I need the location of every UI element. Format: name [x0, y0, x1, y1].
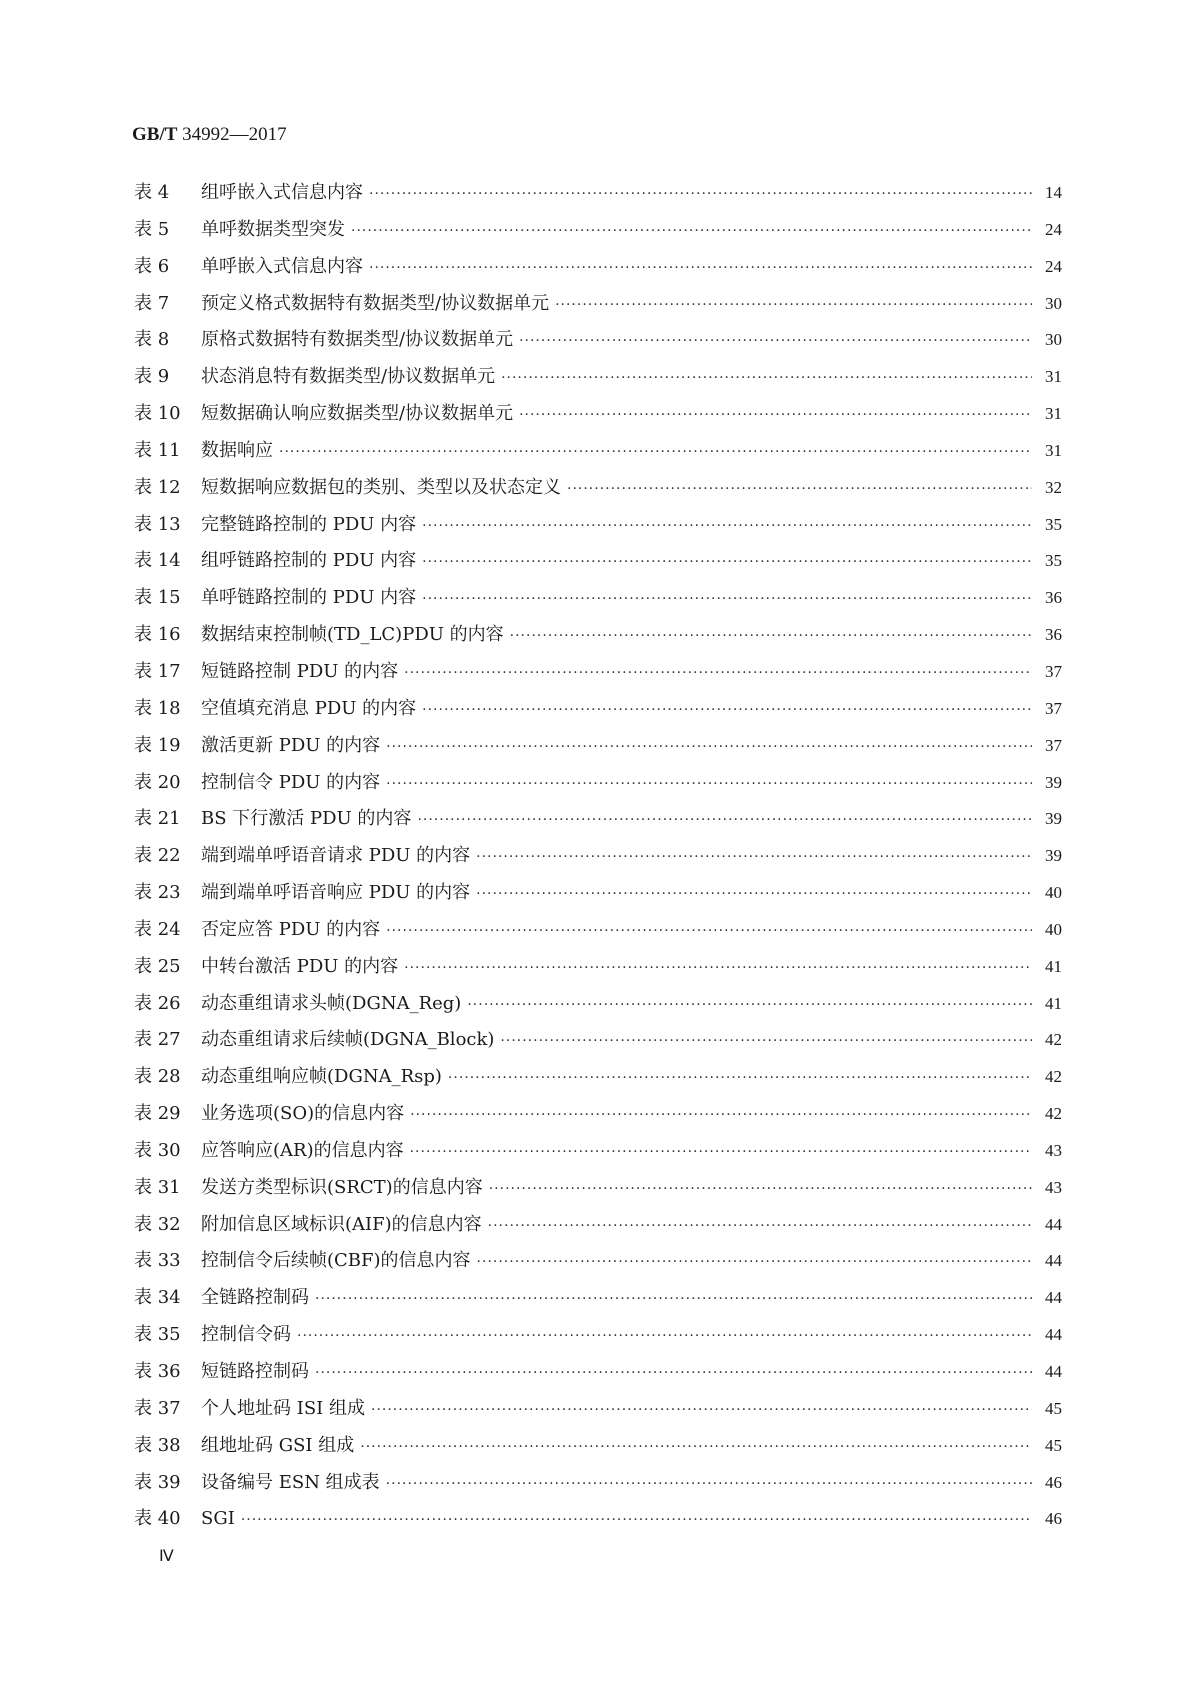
standard-number: 34992—2017: [177, 124, 287, 145]
toc-entry-page: 42: [1045, 1067, 1062, 1087]
toc-entry-label: 表 40: [134, 1508, 181, 1530]
toc-entry[interactable]: [134, 1025, 1062, 1062]
toc-entry-label: 表 35: [134, 1324, 181, 1346]
toc-entry-label: 表 24: [134, 918, 181, 940]
toc-entry-title: 单呼数据类型突发: [201, 218, 345, 240]
table-of-contents: [134, 178, 1062, 1541]
toc-entry-title: 数据响应: [201, 439, 273, 461]
toc-entry-label: 表 36: [134, 1361, 181, 1382]
toc-entry[interactable]: [134, 1283, 1062, 1320]
toc-entry-title: 空值填充消息 PDU 的内容: [201, 697, 417, 719]
toc-entry-title: 激活更新 PDU 的内容: [201, 734, 381, 756]
toc-entry-title: 单呼嵌入式信息内容: [201, 255, 363, 277]
toc-entry-label: 表 7: [134, 292, 170, 314]
toc-entry-label: 表 25: [134, 955, 181, 977]
toc-entry-title: 数据结束控制帧(TD_LC)PDU 的内容: [201, 624, 504, 646]
toc-entry[interactable]: [134, 768, 1062, 805]
toc-entry[interactable]: [134, 804, 1062, 841]
standard-prefix: GB/T: [132, 124, 178, 145]
dot-leader: [279, 444, 1032, 466]
dot-leader: [519, 407, 1032, 429]
toc-entry[interactable]: [134, 436, 1062, 473]
toc-entry-label: 表 5: [134, 218, 170, 240]
dot-leader: [519, 333, 1032, 355]
toc-entry-title: 个人地址码 ISI 组成: [201, 1397, 365, 1419]
toc-entry[interactable]: [134, 989, 1062, 1026]
toc-entry-label: 表 12: [134, 476, 181, 498]
toc-entry-title: 组呼嵌入式信息内容: [201, 182, 363, 203]
toc-entry-title: 控制信令 PDU 的内容: [201, 771, 381, 793]
toc-entry-page: 39: [1045, 846, 1062, 866]
toc-entry-label: 表 31: [134, 1176, 181, 1198]
toc-entry-title: 预定义格式数据特有数据类型/协议数据单元: [201, 292, 550, 314]
dot-leader: [477, 1254, 1032, 1276]
toc-entry[interactable]: [134, 620, 1062, 657]
dot-leader: [422, 518, 1032, 540]
toc-entry-title: 动态重组请求后续帧(DGNA_Block): [201, 1029, 495, 1051]
toc-entry-label: 表 30: [134, 1139, 181, 1161]
toc-entry-page: 35: [1045, 514, 1062, 534]
toc-entry-title: 状态消息特有数据类型/协议数据单元: [201, 366, 496, 388]
dot-leader: [360, 1439, 1032, 1461]
toc-entry[interactable]: [134, 657, 1062, 694]
toc-entry[interactable]: [134, 510, 1062, 547]
toc-entry-label: 表 13: [134, 513, 181, 535]
toc-entry-label: 表 8: [134, 329, 170, 351]
dot-leader: [489, 1181, 1032, 1203]
toc-entry[interactable]: [134, 325, 1062, 362]
toc-entry-label: 表 14: [134, 550, 181, 572]
toc-entry-page: 31: [1045, 367, 1062, 387]
toc-entry-title: 控制信令码: [201, 1324, 291, 1346]
toc-entry-title: 组呼链路控制的 PDU 内容: [201, 550, 417, 572]
toc-entry-title: 动态重组响应帧(DGNA_Rsp): [201, 1066, 442, 1088]
dot-leader: [371, 1402, 1032, 1424]
dot-leader: [386, 923, 1032, 945]
toc-entry-title: 否定应答 PDU 的内容: [201, 918, 381, 940]
dot-leader: [369, 260, 1032, 282]
toc-entry-page: 37: [1045, 735, 1062, 755]
toc-entry-page: 45: [1045, 1398, 1062, 1418]
toc-entry-page: 35: [1045, 551, 1062, 571]
toc-entry[interactable]: [134, 1062, 1062, 1099]
toc-entry[interactable]: [134, 252, 1062, 289]
dot-leader: [315, 1291, 1032, 1313]
dot-leader: [410, 1144, 1032, 1166]
dot-leader: [488, 1218, 1032, 1240]
toc-entry-page: 30: [1045, 293, 1062, 313]
toc-entry-label: 表 37: [134, 1397, 181, 1419]
toc-entry-page: 44: [1045, 1325, 1062, 1345]
dot-leader: [555, 297, 1032, 319]
toc-entry[interactable]: [134, 1136, 1062, 1173]
dot-leader: [297, 1328, 1032, 1350]
toc-entry-title: 短链路控制 PDU 的内容: [201, 660, 399, 682]
dot-leader: [467, 997, 1032, 1019]
toc-entry-title: 短链路控制码: [201, 1361, 309, 1382]
toc-entry-page: 44: [1045, 1251, 1062, 1271]
dot-leader: [386, 1476, 1032, 1498]
toc-entry[interactable]: [134, 1394, 1062, 1431]
dot-leader: [404, 960, 1032, 982]
toc-entry-title: 端到端单呼语音响应 PDU 的内容: [201, 882, 471, 904]
toc-entry-page: 39: [1045, 809, 1062, 829]
toc-entry-title: 完整链路控制的 PDU 内容: [201, 513, 417, 535]
dot-leader: [369, 186, 1032, 208]
toc-entry-title: 原格式数据特有数据类型/协议数据单元: [201, 329, 514, 351]
toc-entry-title: 应答响应(AR)的信息内容: [201, 1139, 404, 1161]
dot-leader: [422, 591, 1032, 613]
toc-entry-title: 控制信令后续帧(CBF)的信息内容: [201, 1250, 471, 1272]
toc-entry-label: 表 29: [134, 1103, 181, 1125]
toc-entry[interactable]: [134, 362, 1062, 399]
toc-entry-page: 36: [1045, 625, 1062, 645]
dot-leader: [476, 849, 1032, 871]
toc-entry-label: 表 28: [134, 1066, 181, 1088]
toc-entry-page: 44: [1045, 1214, 1062, 1234]
document-code: [132, 124, 287, 146]
dot-leader: [501, 370, 1032, 392]
toc-entry-label: 表 38: [134, 1434, 181, 1456]
dot-leader: [510, 628, 1032, 650]
toc-entry-label: 表 34: [134, 1287, 181, 1309]
toc-entry-page: 37: [1045, 661, 1062, 681]
toc-entry-label: 表 21: [134, 808, 181, 830]
dot-leader: [241, 1512, 1032, 1534]
toc-entry[interactable]: [134, 473, 1062, 510]
toc-entry[interactable]: [134, 841, 1062, 878]
toc-entry-title: 组地址码 GSI 组成: [201, 1434, 355, 1456]
toc-entry-label: 表 18: [134, 697, 181, 719]
toc-entry-title: 端到端单呼语音请求 PDU 的内容: [201, 845, 471, 867]
toc-entry-title: 动态重组请求头帧(DGNA_Reg): [201, 992, 462, 1014]
toc-entry-page: 46: [1045, 1509, 1062, 1529]
toc-entry-page: 24: [1045, 219, 1062, 239]
toc-entry[interactable]: [134, 1099, 1062, 1136]
toc-entry-title: 单呼链路控制的 PDU 内容: [201, 587, 417, 609]
toc-entry-label: 表 33: [134, 1250, 181, 1272]
toc-entry-title: 中转台激活 PDU 的内容: [201, 955, 399, 977]
toc-entry-page: 39: [1045, 772, 1062, 792]
toc-entry-page: 36: [1045, 588, 1062, 608]
toc-entry[interactable]: [134, 399, 1062, 436]
toc-entry-page: 31: [1045, 440, 1062, 460]
toc-entry-page: 32: [1045, 477, 1062, 497]
toc-entry[interactable]: [134, 1431, 1062, 1468]
toc-entry-label: 表 32: [134, 1213, 181, 1235]
toc-entry-title: 业务选项(SO)的信息内容: [201, 1103, 405, 1125]
toc-entry[interactable]: [134, 878, 1062, 915]
dot-leader: [386, 739, 1032, 761]
toc-entry-title: 发送方类型标识(SRCT)的信息内容: [201, 1176, 483, 1198]
toc-entry-label: 表 39: [134, 1471, 181, 1493]
dot-leader: [500, 1033, 1032, 1055]
toc-entry-label: 表 4: [134, 182, 170, 203]
toc-entry-page: 37: [1045, 698, 1062, 718]
toc-entry-label: 表 23: [134, 882, 181, 904]
toc-entry-page: 14: [1045, 183, 1062, 202]
toc-entry-page: 42: [1045, 1104, 1062, 1124]
toc-entry-title: 设备编号 ESN 组成表: [201, 1471, 380, 1493]
toc-entry[interactable]: [134, 289, 1062, 326]
toc-entry[interactable]: [134, 1357, 1062, 1394]
toc-entry[interactable]: [134, 546, 1062, 583]
dot-leader: [410, 1107, 1032, 1129]
toc-entry-label: 表 22: [134, 845, 181, 867]
toc-entry[interactable]: [134, 1320, 1062, 1357]
dot-leader: [417, 812, 1032, 834]
dot-leader: [315, 1365, 1032, 1387]
toc-entry-page: 40: [1045, 919, 1062, 939]
toc-entry-page: 43: [1045, 1177, 1062, 1197]
toc-entry-page: 42: [1045, 1030, 1062, 1050]
toc-entry[interactable]: [134, 1246, 1062, 1283]
toc-entry[interactable]: [134, 178, 1062, 215]
dot-leader: [404, 665, 1032, 687]
toc-entry[interactable]: [134, 215, 1062, 252]
toc-entry-title: BS 下行激活 PDU 的内容: [201, 808, 412, 830]
page-number-footer: Ⅳ: [159, 1548, 174, 1565]
toc-entry-label: 表 27: [134, 1029, 181, 1051]
toc-entry[interactable]: [134, 952, 1062, 989]
dot-leader: [422, 554, 1032, 576]
toc-entry[interactable]: [134, 1173, 1062, 1210]
toc-entry[interactable]: [134, 1468, 1062, 1505]
toc-entry-page: 24: [1045, 256, 1062, 276]
dot-leader: [567, 481, 1032, 503]
toc-entry-page: 44: [1045, 1362, 1062, 1381]
toc-entry-page: 43: [1045, 1140, 1062, 1160]
dot-leader: [351, 223, 1032, 245]
toc-entry-page: 44: [1045, 1288, 1062, 1308]
toc-entry[interactable]: [134, 1504, 1062, 1541]
toc-entry-label: 表 19: [134, 734, 181, 756]
toc-entry[interactable]: [134, 1210, 1062, 1247]
toc-entry-page: 45: [1045, 1435, 1062, 1455]
dot-leader: [422, 702, 1032, 724]
toc-entry-label: 表 10: [134, 403, 181, 425]
toc-entry-label: 表 15: [134, 587, 181, 609]
dot-leader: [386, 776, 1032, 798]
toc-entry-title: 全链路控制码: [201, 1287, 309, 1309]
toc-entry-label: 表 20: [134, 771, 181, 793]
dot-leader: [448, 1070, 1032, 1092]
toc-entry-title: SGI: [201, 1508, 235, 1530]
toc-entry-label: 表 16: [134, 624, 181, 646]
toc-entry[interactable]: [134, 583, 1062, 620]
toc-entry-label: 表 9: [134, 366, 170, 388]
toc-entry-title: 短数据确认响应数据类型/协议数据单元: [201, 403, 514, 425]
toc-entry-page: 46: [1045, 1472, 1062, 1492]
toc-entry-title: 短数据响应数据包的类别、类型以及状态定义: [201, 476, 561, 498]
toc-entry-page: 41: [1045, 956, 1062, 976]
dot-leader: [476, 886, 1032, 908]
toc-entry-label: 表 11: [134, 439, 181, 461]
toc-entry-label: 表 26: [134, 992, 181, 1014]
toc-entry-page: 40: [1045, 883, 1062, 903]
toc-entry-label: 表 17: [134, 660, 181, 682]
toc-entry-page: 30: [1045, 330, 1062, 350]
toc-entry[interactable]: [134, 915, 1062, 952]
toc-entry-page: 41: [1045, 993, 1062, 1013]
toc-entry-page: 31: [1045, 404, 1062, 424]
toc-entry[interactable]: [134, 731, 1062, 768]
toc-entry[interactable]: [134, 694, 1062, 731]
toc-entry-label: 表 6: [134, 255, 170, 277]
toc-entry-title: 附加信息区域标识(AIF)的信息内容: [201, 1213, 482, 1235]
